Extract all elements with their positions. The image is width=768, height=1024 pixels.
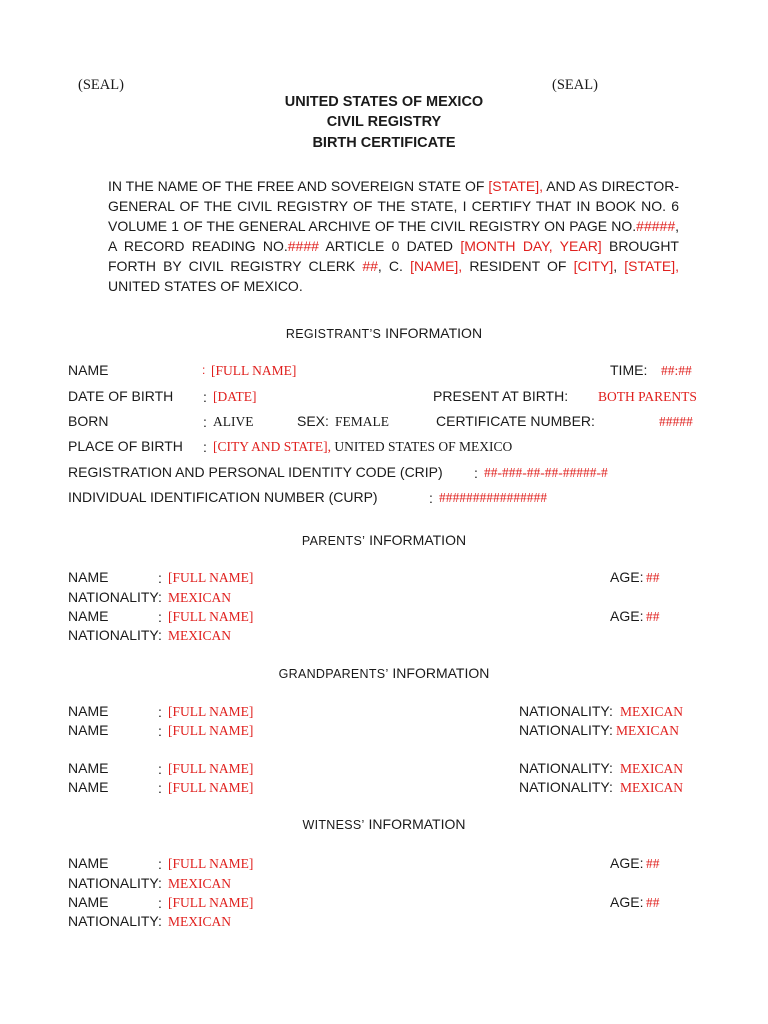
- witness-2-colon: :: [158, 895, 162, 911]
- grandparent-2-name-label: NAME: [68, 722, 109, 738]
- parent-2-name-label: NAME: [68, 608, 109, 624]
- title-registry: CIVIL REGISTRY: [326, 114, 442, 130]
- clerk-name-placeholder: [NAME],: [410, 258, 463, 274]
- witness-2-nationality-value: MEXICAN: [168, 914, 231, 929]
- intro-paragraph: [108, 176, 679, 296]
- grandparent-4-colon: :: [158, 780, 162, 796]
- grandparent-1-colon: :: [158, 704, 162, 720]
- dob-value: [DATE]: [213, 389, 257, 404]
- sex-label: SEX:: [297, 413, 329, 429]
- parent-2-age-value: ##: [646, 609, 660, 624]
- intro-line-3: VOLUME 1 OF THE GENERAL ARCHIVE OF THE CIVIL REGISTRY ON PAGE NO.#####,: [108, 218, 679, 234]
- dob-label: DATE OF BIRTH: [68, 388, 174, 404]
- intro-line-5: FORTH BY CIVIL REGISTRY CLERK ##, C. [NAME], RESIDENT OF [CITY], [STATE],: [108, 258, 680, 274]
- certificate-number-value: #####: [659, 414, 693, 429]
- witness-2-nationality-label: NATIONALITY:: [68, 913, 162, 929]
- intro-line-2: GENERAL OF THE CIVIL REGISTRY OF THE STATE, I CERTIFY THAT IN BOOK NO. 6: [108, 198, 679, 214]
- born-colon: :: [203, 414, 207, 430]
- parent-2-nationality-value: MEXICAN: [168, 628, 231, 643]
- grandparent-2-colon: :: [158, 723, 162, 739]
- grandparent-3-name-label: NAME: [68, 760, 109, 776]
- born-label: BORN: [68, 413, 109, 429]
- parent-1-name-label: NAME: [68, 569, 109, 585]
- curp-label: INDIVIDUAL IDENTIFICATION NUMBER (CURP): [68, 489, 378, 505]
- place-of-birth-label: PLACE OF BIRTH: [68, 438, 183, 454]
- sex-value: FEMALE: [335, 414, 389, 429]
- crip-value: ##-###-##-##-#####-#: [484, 465, 608, 480]
- witness-2-name-value: [FULL NAME]: [168, 895, 254, 910]
- seal-right: (SEAL): [552, 77, 598, 93]
- dob-colon: :: [203, 389, 207, 405]
- witness-2-age-value: ##: [646, 895, 660, 910]
- grandparent-1-name-label: NAME: [68, 703, 109, 719]
- registrant-name-colon: :: [202, 363, 206, 377]
- record-number-placeholder: ####: [287, 238, 319, 254]
- witness-1-colon: :: [158, 856, 162, 872]
- parent-1-age-value: ##: [646, 570, 660, 585]
- grandparent-4-name-label: NAME: [68, 779, 109, 795]
- parent-1-colon: :: [158, 570, 162, 586]
- title-country: UNITED STATES OF MEXICO: [284, 94, 484, 110]
- parent-1-nationality-label: NATIONALITY:: [68, 589, 162, 605]
- parent-2-age-label: AGE:: [610, 608, 644, 624]
- registrant-name-label: NAME: [68, 362, 109, 378]
- present-at-birth-label: PRESENT AT BIRTH:: [433, 388, 569, 404]
- time-label: TIME:: [610, 362, 648, 378]
- grandparent-3-colon: :: [158, 761, 162, 777]
- registrant-heading: REGISTRANT’S INFORMATION: [285, 325, 483, 341]
- date-placeholder: [MONTH DAY, YEAR]: [460, 238, 602, 254]
- present-at-birth-value: BOTH PARENTS: [598, 389, 697, 404]
- parent-2-name-value: [FULL NAME]: [168, 609, 254, 624]
- seal-left: (SEAL): [78, 77, 124, 93]
- witness-1-name-label: NAME: [68, 855, 109, 871]
- parent-2-nationality-label: NATIONALITY:: [68, 627, 162, 643]
- grandparent-2-nationality-label: NATIONALITY:: [519, 722, 613, 738]
- state-placeholder: [STATE],: [488, 178, 544, 194]
- witness-1-age-value: ##: [646, 856, 660, 871]
- witness-2-name-label: NAME: [68, 894, 109, 910]
- born-value: ALIVE: [213, 414, 254, 429]
- page-number-placeholder: #####: [636, 218, 676, 234]
- parent-1-name-value: [FULL NAME]: [168, 570, 254, 585]
- curp-colon: :: [429, 490, 433, 506]
- place-of-birth-value: [CITY AND STATE], UNITED STATES OF MEXICO: [213, 439, 513, 454]
- place-of-birth-colon: :: [203, 439, 207, 455]
- witness-1-age-label: AGE:: [610, 855, 644, 871]
- grandparent-2-nationality-value: MEXICAN: [616, 723, 679, 738]
- city-placeholder: [CITY]: [573, 258, 614, 274]
- curp-value: ################: [439, 490, 547, 505]
- witness-1-nationality-label: NATIONALITY:: [68, 875, 162, 891]
- grandparent-3-nationality-label: NATIONALITY:: [519, 760, 613, 776]
- registrant-name-value: [FULL NAME]: [211, 363, 297, 378]
- grandparent-1-nationality-value: MEXICAN: [620, 704, 683, 719]
- crip-colon: :: [474, 465, 478, 481]
- clerk-number-placeholder: ##: [362, 258, 378, 274]
- witness-1-name-value: [FULL NAME]: [168, 856, 254, 871]
- parent-2-colon: :: [158, 609, 162, 625]
- grandparents-heading: GRANDPARENTS’ INFORMATION: [278, 665, 490, 681]
- grandparent-4-nationality-value: MEXICAN: [620, 780, 683, 795]
- grandparent-4-name-value: [FULL NAME]: [168, 780, 254, 795]
- certificate-number-label: CERTIFICATE NUMBER:: [436, 413, 595, 429]
- grandparent-3-nationality-value: MEXICAN: [620, 761, 683, 776]
- grandparent-4-nationality-label: NATIONALITY:: [519, 779, 613, 795]
- grandparent-3-name-value: [FULL NAME]: [168, 761, 254, 776]
- time-value: ##:##: [661, 363, 692, 378]
- parents-heading: PARENTS’ INFORMATION: [301, 532, 467, 548]
- grandparent-1-nationality-label: NATIONALITY:: [519, 703, 613, 719]
- grandparent-2-name-value: [FULL NAME]: [168, 723, 254, 738]
- witness-1-nationality-value: MEXICAN: [168, 876, 231, 891]
- witness-heading: WITNESS’ INFORMATION: [302, 816, 466, 832]
- intro-line-6: UNITED STATES OF MEXICO.: [108, 278, 303, 294]
- resident-state-placeholder: [STATE],: [624, 258, 680, 274]
- grandparent-1-name-value: [FULL NAME]: [168, 704, 254, 719]
- intro-line-1: IN THE NAME OF THE FREE AND SOVEREIGN STATE OF [STATE], AND AS DIRECTOR-: [108, 178, 680, 194]
- intro-line-4: A RECORD READING NO.#### ARTICLE 0 DATED [MONTH DAY, YEAR] BROUGHT: [108, 238, 679, 254]
- parent-1-age-label: AGE:: [610, 569, 644, 585]
- crip-label: REGISTRATION AND PERSONAL IDENTITY CODE (CRIP): [68, 464, 443, 480]
- witness-2-age-label: AGE:: [610, 894, 644, 910]
- parent-1-nationality-value: MEXICAN: [168, 590, 231, 605]
- title-document: BIRTH CERTIFICATE: [312, 135, 456, 151]
